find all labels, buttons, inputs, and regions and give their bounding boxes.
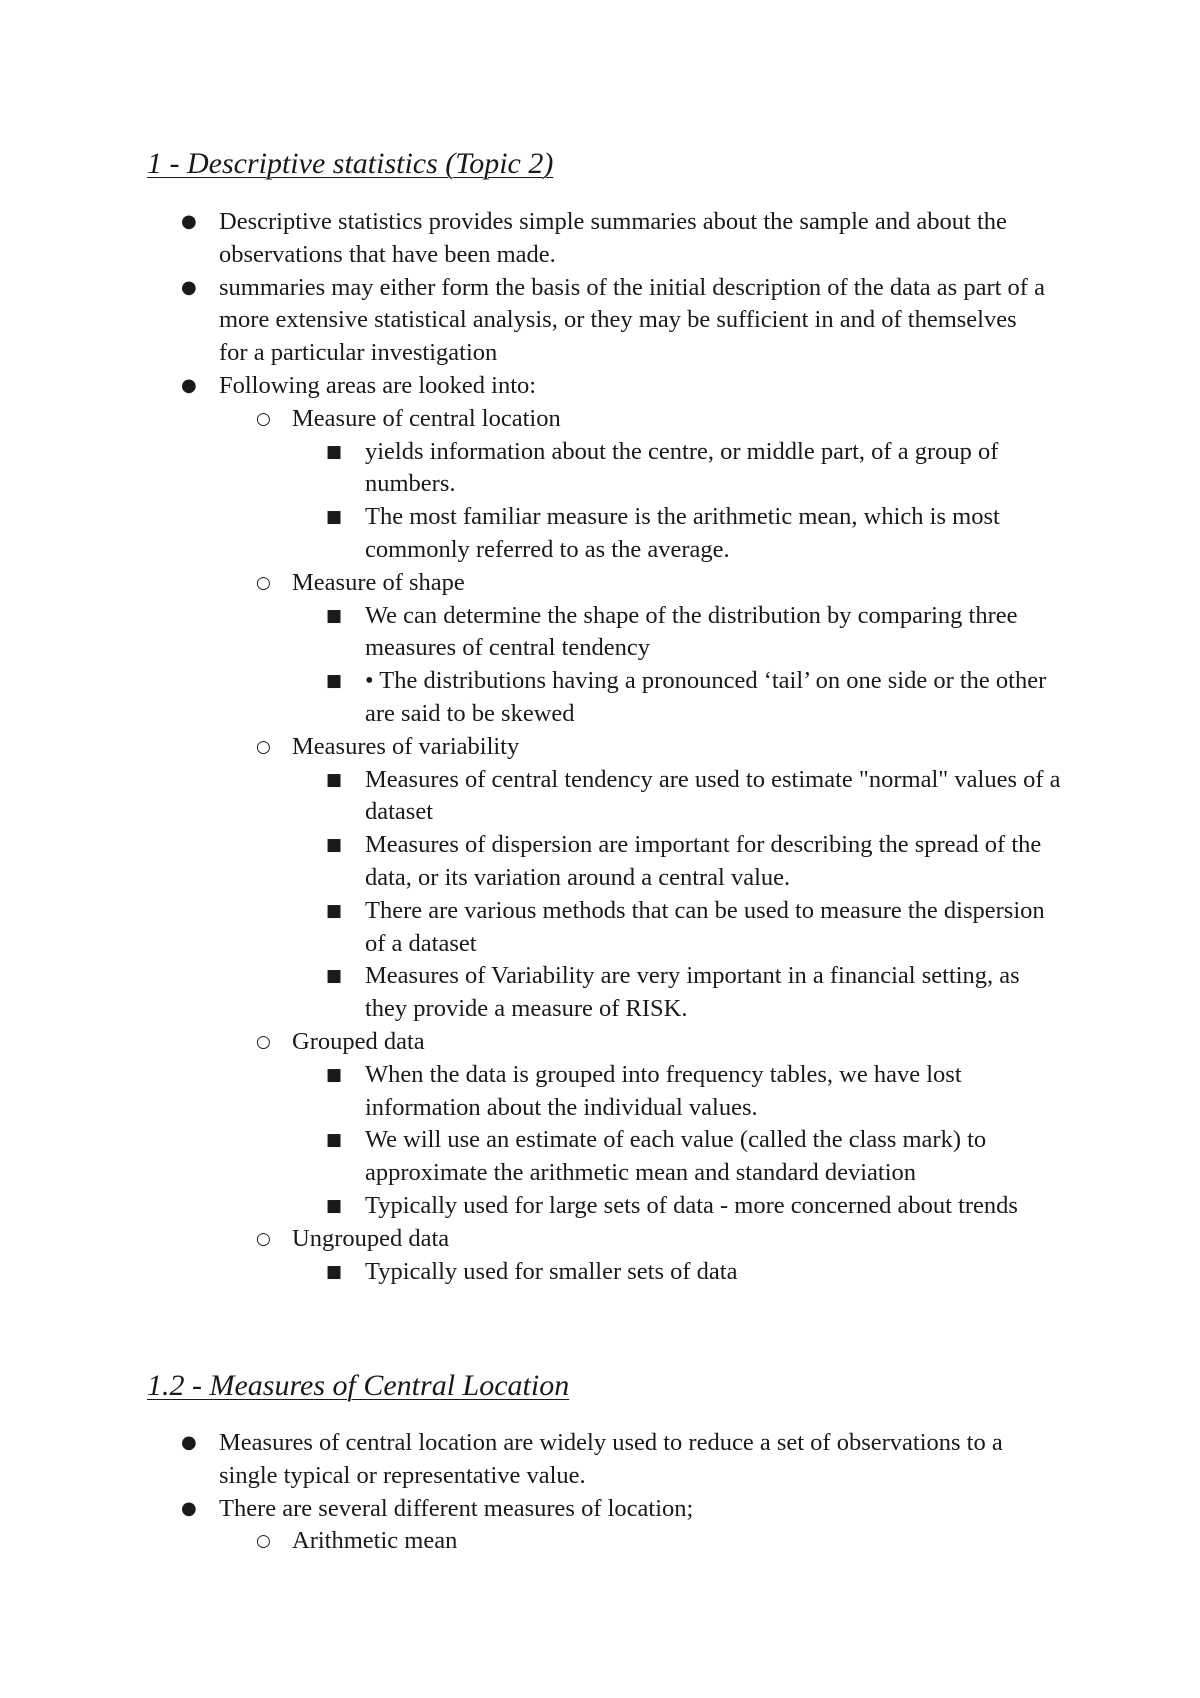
list-item <box>0 665 1065 731</box>
list-item <box>0 764 1065 830</box>
list-item-text: summaries may either form the basis of the initial description of the data as part of a more extensive statistical analysis, or they may be sufficient in and of themselves for a particular investigation <box>219 273 1045 367</box>
list-item-text: Ungrouped data <box>292 1224 450 1252</box>
list-item <box>0 1223 1049 1256</box>
list-item <box>0 1059 1065 1125</box>
list-item-text: Typically used for large sets of data - more concerned about trends <box>365 1191 1018 1219</box>
list-item <box>0 403 1049 436</box>
list-item <box>0 272 1049 370</box>
list-item <box>0 1026 1049 1059</box>
bullet-square-icon: ■ <box>326 1064 343 1085</box>
bullet-hollow-circle-icon: ○ <box>256 1531 271 1552</box>
bullet-hollow-circle-icon: ○ <box>256 1031 271 1052</box>
list-item <box>0 1124 1065 1190</box>
bullet-filled-circle-icon: ● <box>181 1432 197 1453</box>
list-item <box>0 600 1065 666</box>
list-item-text: We can determine the shape of the distribution by comparing three measures of central tendency <box>365 601 1018 662</box>
list-item <box>0 1525 1049 1558</box>
bullet-square-icon: ■ <box>326 671 343 692</box>
bullet-hollow-circle-icon: ○ <box>256 572 271 593</box>
bullet-hollow-circle-icon: ○ <box>256 408 271 429</box>
list-item <box>0 501 1065 567</box>
list-item <box>0 1190 1065 1223</box>
bullet-square-icon: ■ <box>326 507 343 528</box>
list-item-text: When the data is grouped into frequency tables, we have lost information about the individual values. <box>365 1060 962 1121</box>
list-item-text: Measure of central location <box>292 404 561 432</box>
bullet-hollow-circle-icon: ○ <box>256 736 271 757</box>
list-item-text: Measures of variability <box>292 732 520 760</box>
list-item-text: Following areas are looked into: <box>219 371 537 399</box>
list-item-text: Measures of central tendency are used to estimate "normal" values of a dataset <box>365 765 1061 826</box>
bullet-filled-circle-icon: ● <box>181 374 197 396</box>
bullet-square-icon: ■ <box>326 1195 343 1216</box>
list-item-text: The most familiar measure is the arithmetic mean, which is most commonly referred to as the average. <box>365 503 1000 563</box>
central-location-list <box>0 1427 1200 1558</box>
list-item <box>0 731 1049 764</box>
list-item-text: • The distributions having a pronounced ‘tail’ on one side or the other are said to be skewed <box>365 667 1047 727</box>
bullet-hollow-circle-icon: ○ <box>256 1228 271 1249</box>
list-item <box>0 1493 1049 1526</box>
bullet-filled-circle-icon: ● <box>181 1497 197 1519</box>
list-item-text: Typically used for smaller sets of data <box>365 1257 738 1285</box>
list-item <box>0 436 1065 502</box>
bullet-square-icon: ■ <box>326 1261 343 1282</box>
list-item-text: There are various methods that can be used to measure the dispersion of a dataset <box>365 896 1045 957</box>
list-item <box>0 960 1065 1026</box>
bullet-square-icon: ■ <box>326 605 343 626</box>
section-heading-measures-of-central-location: 1.2 - Measures of Central Location <box>147 1369 570 1402</box>
list-item <box>0 370 1049 403</box>
list-item-text: Grouped data <box>292 1027 425 1055</box>
bullet-filled-circle-icon: ● <box>181 211 197 232</box>
bullet-square-icon: ■ <box>326 900 343 921</box>
list-item-text: Measures of Variability are very important in a financial setting, as they provide a measure of RISK. <box>365 962 1020 1023</box>
bullet-filled-circle-icon: ● <box>181 276 197 298</box>
list-item-text: We will use an estimate of each value (called the class mark) to approximate the arithmetic mean and standard deviation <box>365 1126 987 1187</box>
list-item-text: Measures of dispersion are important for describing the spread of the data, or its variation around a central value. <box>365 831 1042 891</box>
list-item <box>0 1427 1049 1493</box>
list-item-text: yields information about the centre, or middle part, of a group of numbers. <box>365 437 999 498</box>
bullet-square-icon: ■ <box>326 835 343 856</box>
list-item <box>0 206 1049 272</box>
list-item-text: Arithmetic mean <box>292 1527 458 1555</box>
list-item-text: Descriptive statistics provides simple summaries about the sample and about the observations that have been made. <box>219 208 1007 268</box>
list-item-text: Measures of central location are widely used to reduce a set of observations to a single typical or representative value. <box>219 1429 1003 1489</box>
list-item <box>0 567 1049 600</box>
bullet-square-icon: ■ <box>326 441 343 462</box>
descriptive-statistics-list <box>0 206 1200 1288</box>
list-item <box>0 829 1065 895</box>
list-item-text: Measure of shape <box>292 568 465 596</box>
bullet-square-icon: ■ <box>326 769 343 790</box>
bullet-square-icon: ■ <box>326 966 343 987</box>
list-item-text: There are several different measures of location; <box>219 1494 694 1522</box>
list-item <box>0 1256 1065 1289</box>
bullet-square-icon: ■ <box>326 1130 343 1151</box>
list-item <box>0 895 1065 961</box>
section-heading-descriptive-statistics: 1 - Descriptive statistics (Topic 2) <box>147 147 554 180</box>
